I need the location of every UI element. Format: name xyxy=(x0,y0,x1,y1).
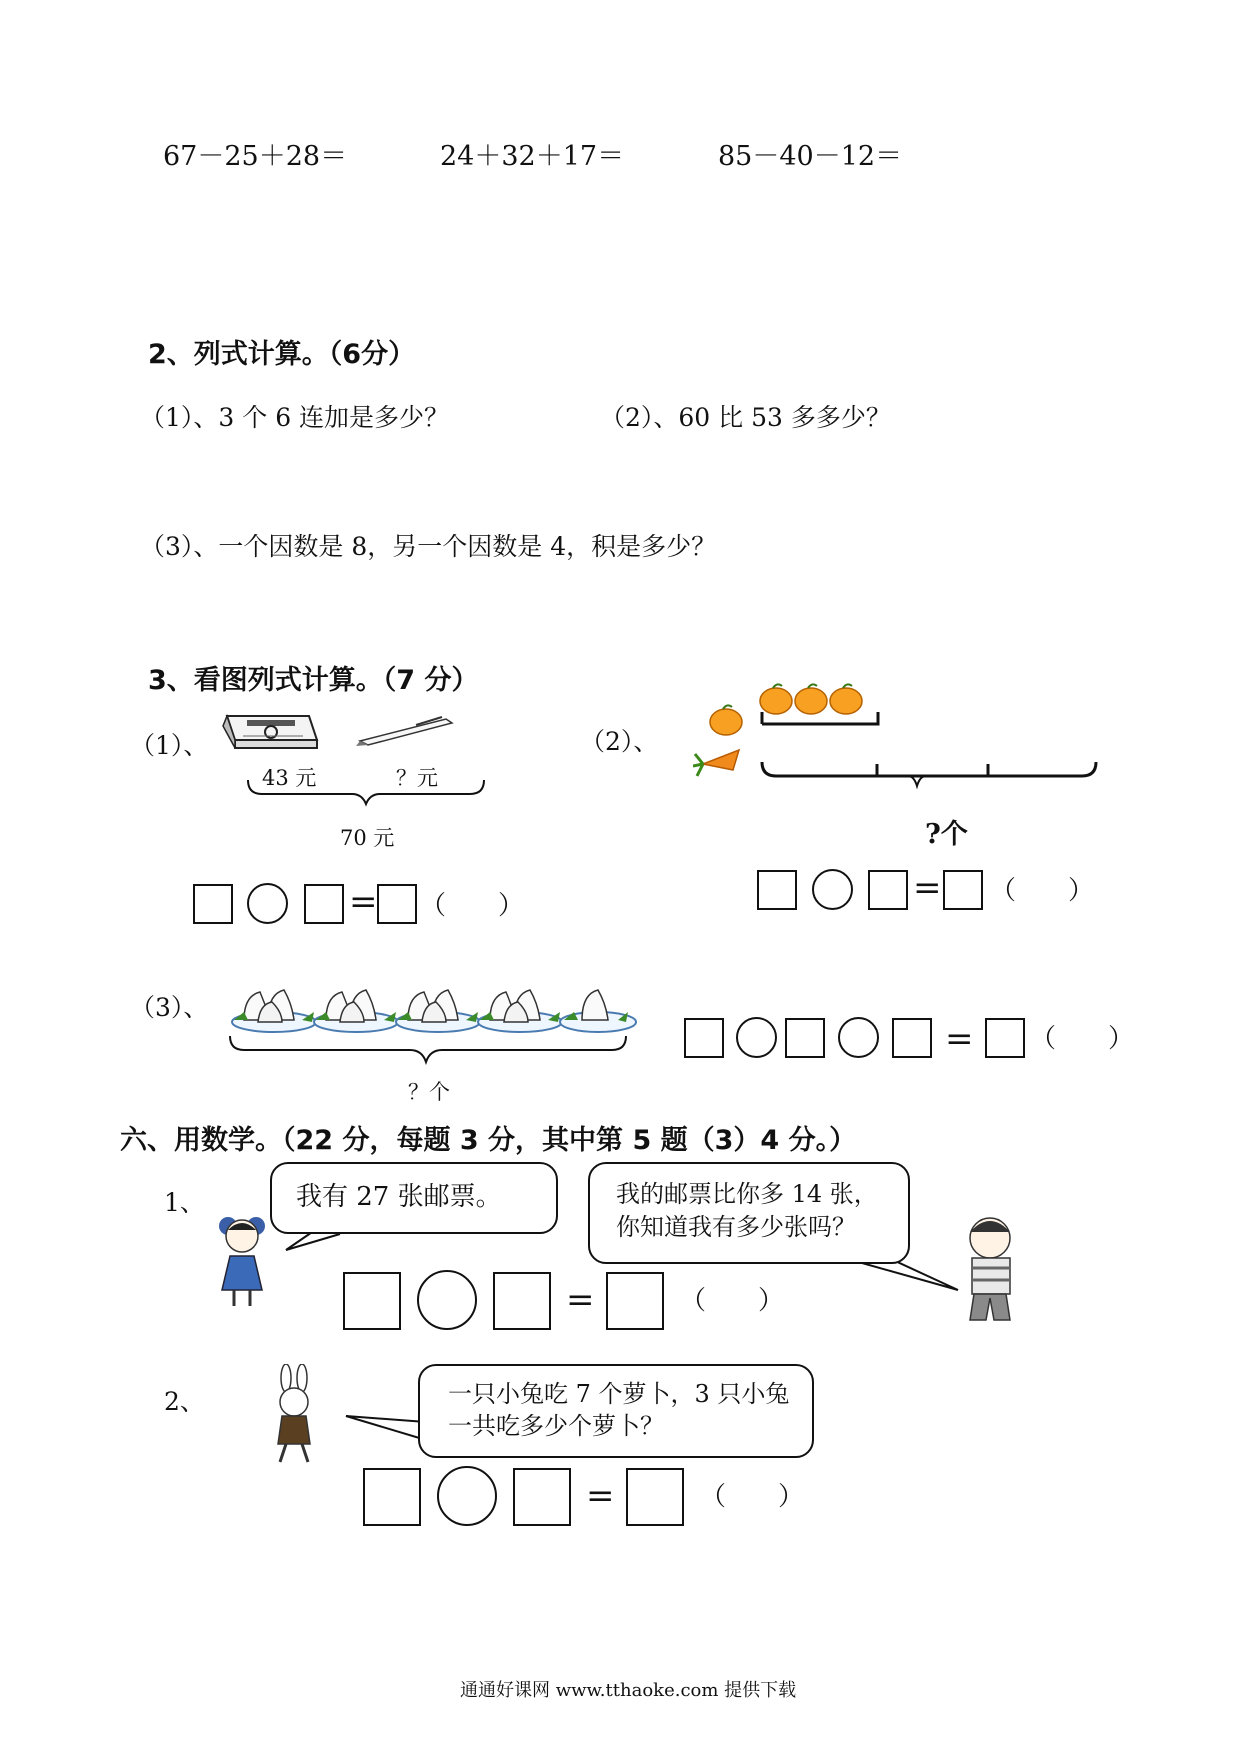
question-2-1: （1）、3 个 6 连加是多少？ xyxy=(140,403,450,432)
equals-sign: = xyxy=(586,1476,615,1516)
unit-paren: （ ） xyxy=(990,876,1095,906)
pen-price: ？元 xyxy=(396,766,438,790)
answer-box[interactable] xyxy=(626,1468,684,1526)
answer-box[interactable] xyxy=(943,870,983,910)
equals-sign: = xyxy=(945,1019,974,1059)
answer-box[interactable] xyxy=(343,1272,401,1330)
rabbit-speech-line-2: 一共吃多少个萝卜？ xyxy=(448,1412,664,1440)
operator-circle[interactable] xyxy=(736,1017,777,1058)
total-count-label: ?个 xyxy=(925,819,968,850)
operator-circle[interactable] xyxy=(437,1466,497,1526)
answer-box[interactable] xyxy=(868,870,908,910)
expression-1: 67－25＋28＝ xyxy=(163,141,348,172)
steamed-bun-plate-icon xyxy=(392,982,484,1036)
answer-box[interactable] xyxy=(785,1018,825,1058)
question-6-2-number: 2、 xyxy=(164,1387,205,1416)
question-6-1-number: 1、 xyxy=(164,1188,205,1217)
problem-3-1-label: （1）、 xyxy=(130,731,209,760)
girl-speech-bubble xyxy=(270,1162,558,1234)
boy-speech-bubble xyxy=(588,1162,910,1264)
problem-3-3-label: （3）、 xyxy=(130,993,209,1022)
answer-box[interactable] xyxy=(513,1468,571,1526)
equals-sign: = xyxy=(913,868,942,908)
boy-speech-line-2: 你知道我有多少张吗？ xyxy=(616,1213,856,1241)
answer-box[interactable] xyxy=(606,1272,664,1330)
answer-box[interactable] xyxy=(684,1018,724,1058)
unit-paren: （ ） xyxy=(420,891,525,921)
total-price: 70 元 xyxy=(340,826,395,850)
equals-sign: = xyxy=(566,1280,595,1320)
answer-box[interactable] xyxy=(985,1018,1025,1058)
unit-paren: （ ） xyxy=(1030,1024,1135,1054)
rabbit-icon xyxy=(258,1364,330,1468)
boy-speech-line-1: 我的邮票比你多 14 张， xyxy=(616,1180,878,1208)
unit-paren: （ ） xyxy=(700,1482,805,1512)
boy-icon xyxy=(944,1208,1040,1328)
operator-circle[interactable] xyxy=(417,1270,477,1330)
steamed-bun-plate-icon xyxy=(474,982,566,1036)
book-price: 43 元 xyxy=(262,766,317,790)
steamed-bun-plate-icon xyxy=(310,982,402,1036)
expression-3: 85－40－12＝ xyxy=(718,141,903,172)
expression-2: 24＋32＋17＝ xyxy=(440,141,625,172)
problem-3-2-label: （2）、 xyxy=(580,727,659,756)
operator-circle[interactable] xyxy=(812,869,853,910)
footer-text: 通通好课网 www.tthaoke.com 提供下载 xyxy=(460,1680,797,1701)
section-2-heading: 2、列式计算。（6分） xyxy=(148,339,416,370)
girl-speech-text: 我有 27 张邮票。 xyxy=(296,1182,502,1212)
operator-circle[interactable] xyxy=(838,1017,879,1058)
unit-paren: （ ） xyxy=(680,1286,785,1316)
answer-box[interactable] xyxy=(892,1018,932,1058)
answer-box[interactable] xyxy=(493,1272,551,1330)
rabbit-speech-bubble xyxy=(418,1364,814,1458)
section-6-heading: 六、用数学。（22 分，每题 3 分，其中第 5 题（3）4 分。） xyxy=(120,1125,857,1156)
total-count-label: ？个 xyxy=(408,1080,450,1104)
question-2-2: （2）、60 比 53 多多少？ xyxy=(600,403,891,432)
rabbit-speech-line-1: 一只小兔吃 7 个萝卜，3 只小兔 xyxy=(448,1380,790,1408)
girl-icon xyxy=(206,1206,278,1312)
equals-sign: = xyxy=(349,882,378,922)
steamed-bun-plate-icon xyxy=(556,982,640,1036)
answer-box[interactable] xyxy=(363,1468,421,1526)
section-3-heading: 3、看图列式计算。（7 分） xyxy=(148,665,479,696)
answer-box[interactable] xyxy=(757,870,797,910)
question-2-3: （3）、一个因数是 8，另一个因数是 4，积是多少？ xyxy=(140,532,717,561)
steamed-bun-plate-icon xyxy=(228,982,320,1036)
